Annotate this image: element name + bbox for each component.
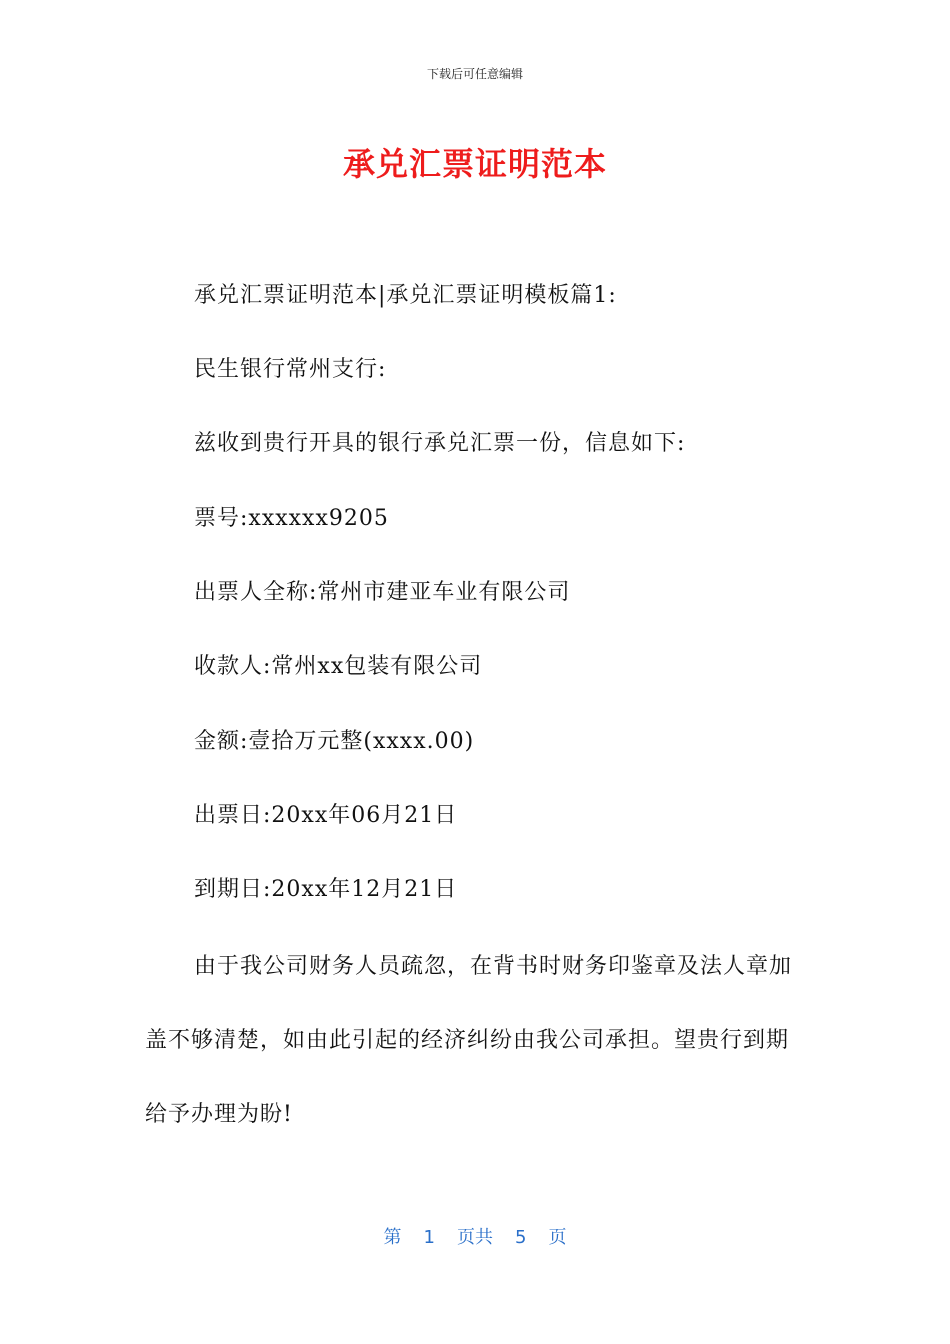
page-footer bbox=[0, 1225, 950, 1251]
body-paragraph: 由于我公司财务人员疏忽，在背书时财务印鉴章及法人章加盖不够清楚，如由此引起的经济纠纷由我公司承担。望贵行到期给予办理为盼! bbox=[145, 954, 793, 1127]
addressee-line: 民生银行常州支行: bbox=[194, 357, 387, 382]
document-title: 承兑汇票证明范本 bbox=[342, 145, 607, 183]
footer-total-pages: 5 bbox=[515, 1227, 527, 1248]
footer-middle: 页共 bbox=[457, 1227, 493, 1248]
subtitle-line: 承兑汇票证明范本|承兑汇票证明模板篇1: bbox=[194, 283, 617, 308]
ticket-number-line: 票号:xxxxxx9205 bbox=[194, 506, 389, 531]
footer-prefix: 第 bbox=[383, 1227, 402, 1248]
footer-suffix: 页 bbox=[548, 1227, 567, 1248]
payee-line: 收款人:常州xx包装有限公司 bbox=[194, 654, 483, 679]
header-note: 下载后可任意编辑 bbox=[426, 67, 523, 81]
intro-line: 兹收到贵行开具的银行承兑汇票一份，信息如下: bbox=[194, 431, 686, 456]
footer-current-page: 1 bbox=[423, 1227, 435, 1248]
due-date-line: 到期日:20xx年12月21日 bbox=[194, 877, 458, 902]
issue-date-line: 出票日:20xx年06月21日 bbox=[194, 803, 458, 828]
drawer-line: 出票人全称:常州市建亚车业有限公司 bbox=[194, 580, 571, 605]
amount-line: 金额:壹拾万元整(xxxx.00) bbox=[194, 729, 475, 754]
